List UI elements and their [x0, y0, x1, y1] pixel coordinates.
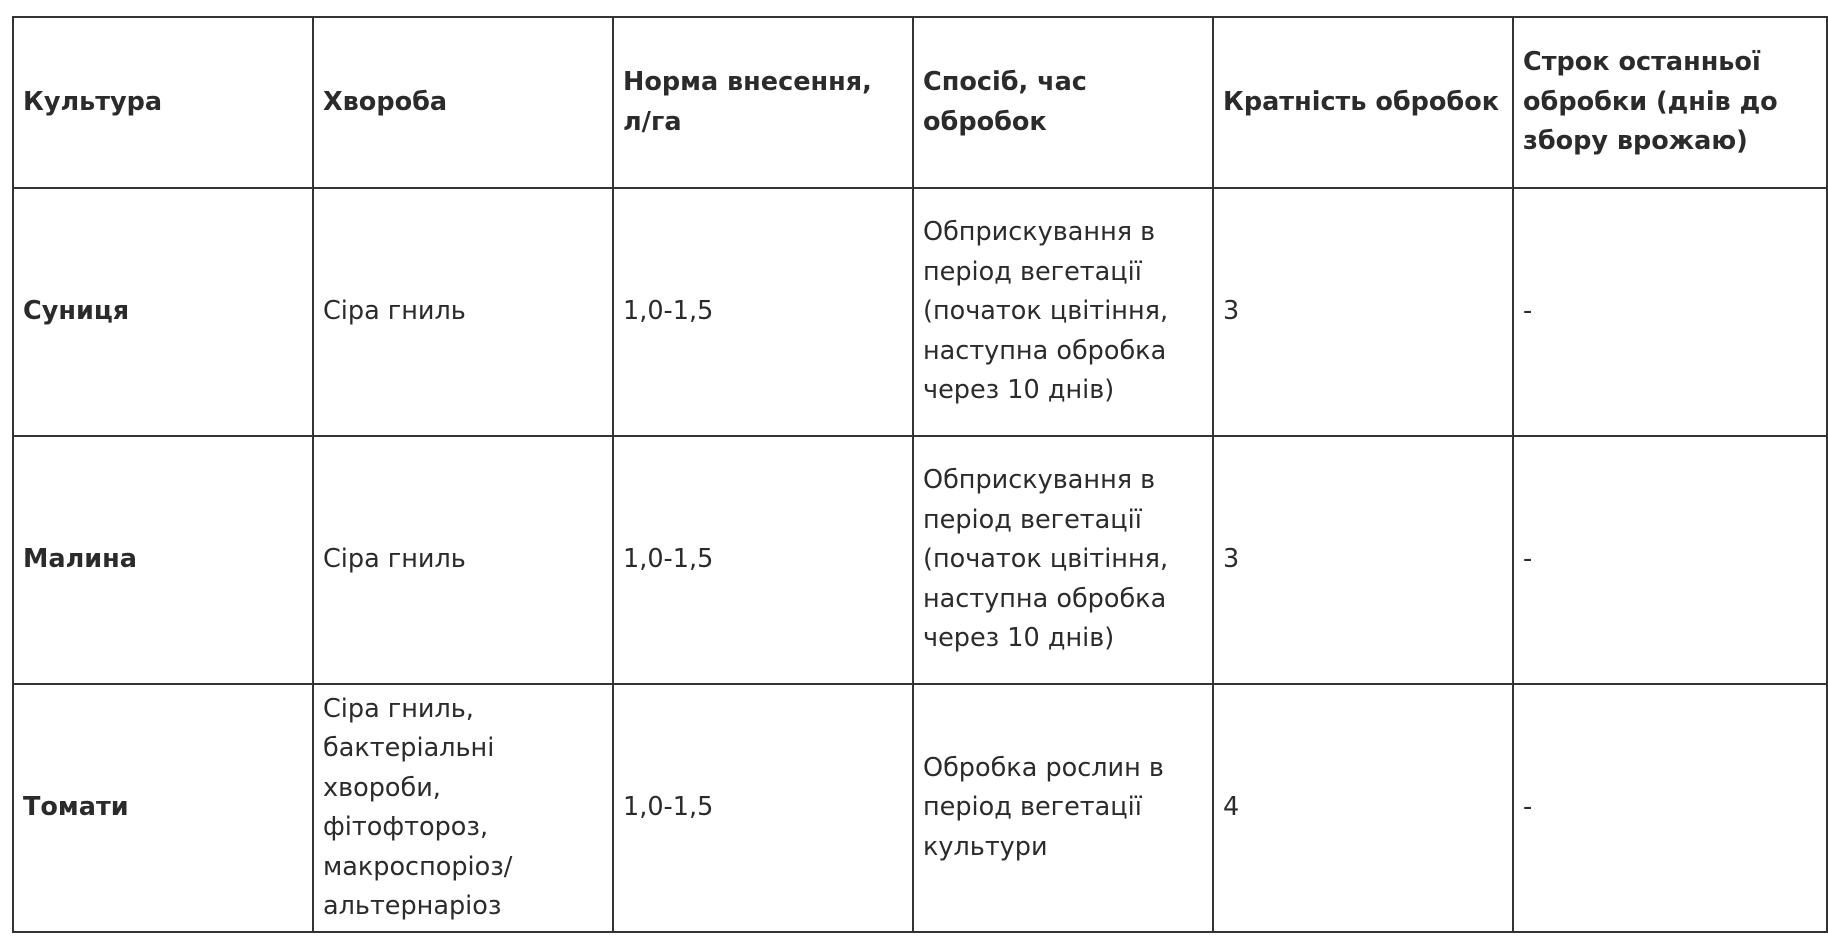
cell-disease-text: Сіра гниль [323, 296, 466, 327]
cell-disease [313, 436, 613, 684]
cell-disease-text: Сіра гниль, бактеріальні хвороби, фітофтороз, макроспоріоз/ альтернаріоз [323, 693, 513, 921]
cell-crop-text: Суниця [23, 296, 130, 327]
cell-crop [13, 188, 313, 436]
header-crop-label: Культура [23, 86, 163, 117]
table-container [12, 16, 1828, 933]
cell-term-text: - [1523, 296, 1533, 327]
header-crop [13, 17, 313, 188]
cell-method-text: Обробка рослин в період вегетації культури [923, 752, 1164, 862]
cell-crop-text: Малина [23, 544, 137, 575]
table-row [13, 684, 1827, 932]
table-row [13, 436, 1827, 684]
cell-rate [613, 188, 913, 436]
cell-method [913, 188, 1213, 436]
cell-disease [313, 684, 613, 932]
table-header [13, 17, 1827, 188]
header-disease-label: Хвороба [323, 86, 448, 117]
header-method [913, 17, 1213, 188]
cell-method-text: Обприскування в період вегетації (початок цвітіння, наступна обробка через 10 днів) [923, 217, 1169, 406]
header-method-label: Спосіб, час обробок [923, 67, 1087, 137]
cell-count-text: 3 [1223, 296, 1240, 327]
treatment-table [12, 16, 1828, 933]
cell-term [1513, 188, 1827, 436]
cell-crop [13, 684, 313, 932]
cell-term-text: - [1523, 544, 1533, 575]
cell-rate-text: 1,0-1,5 [623, 544, 714, 575]
cell-rate [613, 684, 913, 932]
cell-rate-text: 1,0-1,5 [623, 792, 714, 823]
header-rate [613, 17, 913, 188]
cell-count [1213, 436, 1513, 684]
cell-disease-text: Сіра гниль [323, 544, 466, 575]
cell-term [1513, 436, 1827, 684]
cell-disease [313, 188, 613, 436]
table-row [13, 188, 1827, 436]
cell-count-text: 4 [1223, 792, 1240, 823]
table-body [13, 188, 1827, 932]
cell-method-text: Обприскування в період вегетації (початок цвітіння, наступна обробка через 10 днів) [923, 465, 1169, 654]
header-disease [313, 17, 613, 188]
cell-count [1213, 684, 1513, 932]
cell-term-text: - [1523, 792, 1533, 823]
cell-count-text: 3 [1223, 544, 1240, 575]
cell-count [1213, 188, 1513, 436]
cell-rate-text: 1,0-1,5 [623, 296, 714, 327]
cell-method [913, 436, 1213, 684]
header-term-label: Строк останньої обробки (днів до збору врожаю) [1523, 47, 1778, 157]
cell-rate [613, 436, 913, 684]
cell-method [913, 684, 1213, 932]
cell-crop-text: Томати [23, 792, 129, 823]
header-count-label: Кратність обробок [1223, 86, 1500, 117]
header-term [1513, 17, 1827, 188]
header-row [13, 17, 1827, 188]
header-count [1213, 17, 1513, 188]
header-rate-label: Норма внесення, л/га [623, 67, 872, 137]
cell-term [1513, 684, 1827, 932]
cell-crop [13, 436, 313, 684]
